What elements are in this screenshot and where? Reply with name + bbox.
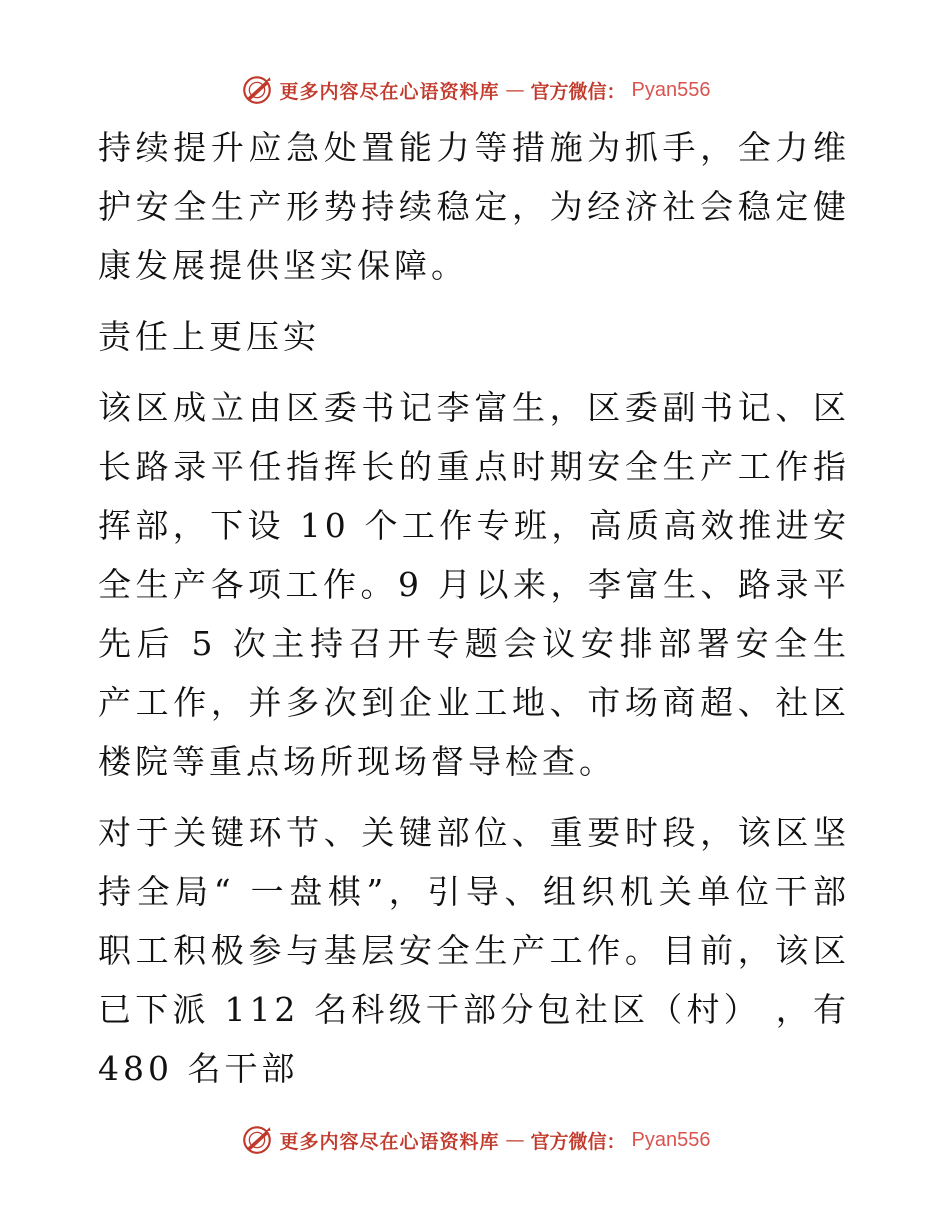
header-watermark <box>0 70 950 110</box>
brand-logo-icon <box>240 73 274 107</box>
watermark-wechat-id: Pyan556 <box>631 1128 711 1151</box>
paragraph-key-links: 对于关键环节、关键部位、重要时段，该区坚持全局“ 一盘棋”，引导、组织机关单位干部职工积极参与基层安全生产工作。目前，该区已下派 112 名科级干部分包社区（村） ，有 480 名干部 <box>98 813 850 1088</box>
watermark-separator: — <box>505 79 525 101</box>
paragraph-command: 该区成立由区委书记李富生，区委副书记、区长路录平任指挥长的重点时期安全生产工作指挥部，下设 10 个工作专班，高质高效推进安全生产各项工作。9 月以来，李富生、路录平先后 5 次主持召开专题会议安排部署安全生产工作，并多次到企业工地、市场商超、社区楼院等重点场所现场督导检查。 <box>98 388 850 781</box>
watermark-official-label: 官方微信： <box>530 80 626 103</box>
watermark-brand-text: 更多内容尽在心语资料库 <box>279 80 500 103</box>
watermark-official-label: 官方微信： <box>530 1130 626 1153</box>
section-heading: 责任上更压实 <box>98 317 320 356</box>
watermark-group <box>240 73 711 107</box>
watermark-brand-text: 更多内容尽在心语资料库 <box>279 1130 500 1153</box>
watermark-separator: — <box>505 1129 525 1151</box>
document-body <box>98 118 850 1110</box>
paragraph-intro: 持续提升应急处置能力等措施为抓手，全力维护安全生产形势持续稳定，为经济社会稳定健康发展提供坚实保障。 <box>98 128 850 285</box>
brand-logo-icon <box>240 1123 274 1157</box>
footer-watermark <box>0 1120 950 1160</box>
watermark-wechat-id: Pyan556 <box>631 78 711 101</box>
watermark-group <box>240 1123 711 1157</box>
